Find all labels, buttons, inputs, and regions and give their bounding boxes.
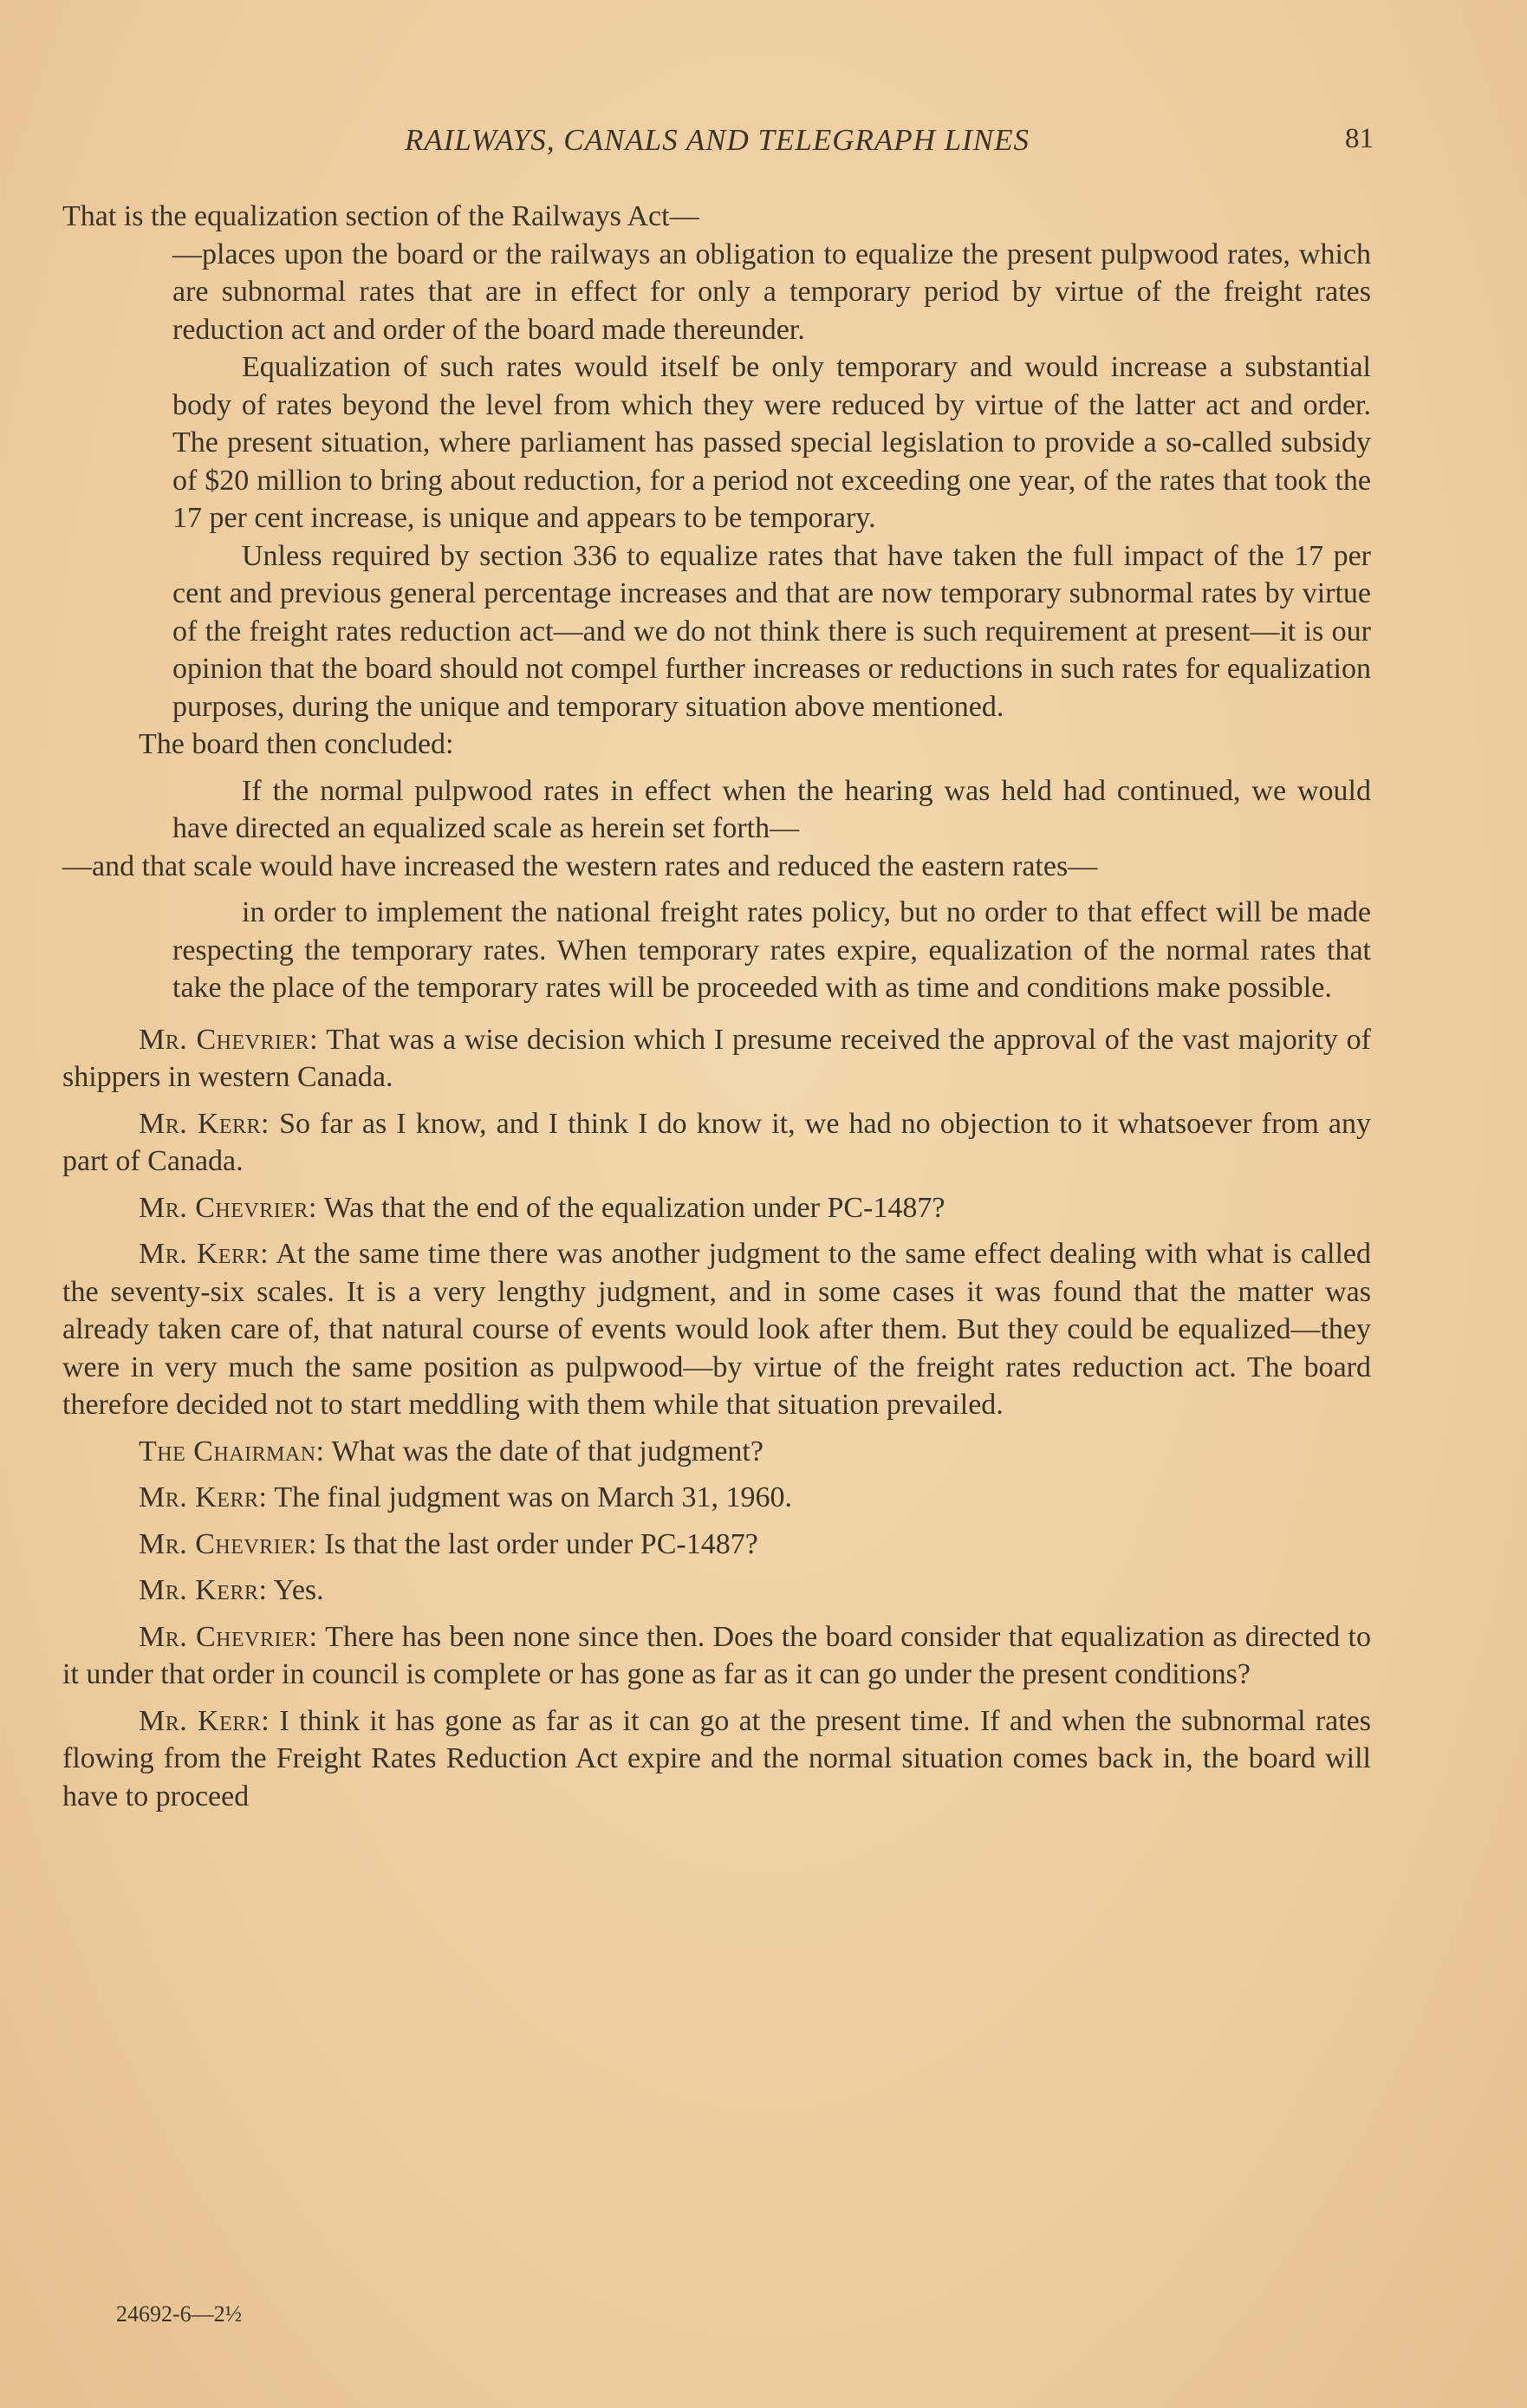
block-quote-3 [172,894,1371,1007]
dialogue-entry [62,1105,1371,1181]
block-quote-2 [172,772,1371,848]
dialogue-text: Is that the last order under PC-1487? [324,1527,758,1560]
speaker-name: The Chairman: [139,1435,325,1468]
dialogue-entry [62,1702,1371,1816]
footer-printing-code: 24692-6—2½ [116,2301,243,2327]
page-body [62,198,1371,1815]
dialogue-text: What was the date of that judgment? [331,1435,764,1468]
interjection-paragraph: —and that scale would have increased the western rates and reduced the eastern rates— [62,849,1098,882]
dialogue-text: I think it has gone as far as it can go at the present time. If and when the subnormal rates flowing from the Freight Rates Reduction Act expire and the normal situation comes back in, the board will have to proceed [62,1704,1372,1813]
dialogue-entry [62,1021,1371,1097]
speaker-name: Mr. Kerr: [139,1481,268,1513]
dialogue-text: There has been none since then. Does the board consider that equalization as directed to it under that order in council is complete or has gone as far as it can go under the present conditions? [62,1620,1371,1690]
quote-paragraph-3: Unless required by section 336 to equalize rates that have taken the full impact of the 17 per cent and previous general percentage increases and that are now temporary subnormal rates by virtue of the freight rates reduction act—and we do not think there is such requirement at present—it is our opinion that the board should not compel further increases or reductions in such rates for equalization purposes, during the unique and temporary situation above mentioned. [172,539,1371,723]
speaker-name: Mr. Chevrier: [139,1023,319,1056]
dialogue-entry [62,1189,1371,1227]
dialogue-entry [62,1479,1371,1517]
speaker-name: Mr. Chevrier: [139,1620,318,1653]
speaker-name: Mr. Kerr: [139,1704,270,1737]
intro-paragraph: That is the equalization section of the Railways Act— [62,200,699,232]
speaker-name: Mr. Kerr: [139,1574,268,1606]
board-concluded: The board then concluded: [139,728,454,760]
quote-paragraph-2: Equalization of such rates would itself be only temporary and would increase a substantial body of rates beyond the level from which they were reduced by virtue of the latter act and order. The present situation, where parliament has passed special legislation to provide a so-called subsidy of $20 million to bring about reduction, for a period not exceeding one year, of the rates that took the 17 per cent increase, is unique and appears to be temporary. [172,351,1371,534]
dialogue-section [62,1021,1371,1816]
quote-paragraph-4: If the normal pulpwood rates in effect when the hearing was held had continued, we would have directed an equalized scale as herein set forth— [172,774,1371,844]
dialogue-entry [62,1433,1371,1471]
page-header [61,123,1374,166]
dialogue-text: The final judgment was on March 31, 1960. [274,1481,793,1513]
dialogue-entry [62,1235,1371,1424]
page-number: 81 [1345,123,1374,154]
quote-paragraph-5: in order to implement the national freight rates policy, but no order to that effect will be made respecting the temporary rates. When temporary rates expire, equalization of the normal rates that take the place of the temporary rates will be proceeded with as time and conditions make possible. [172,896,1371,1004]
dialogue-entry [62,1526,1371,1564]
speaker-name: Mr. Chevrier: [139,1527,317,1560]
dialogue-text: Yes. [273,1574,324,1606]
quote-paragraph-1: —places upon the board or the railways an obligation to equalize the present pulpwood rates, which are subnormal rates that are in effect for only a temporary period by virtue of the freight rates reduction act and order of the board made thereunder. [172,238,1371,346]
dialogue-text: Was that the end of the equalization under PC-1487? [323,1191,945,1224]
dialogue-text: So far as I know, and I think I do know it, we had no objection to it whatsoever from any part of Canada. [62,1107,1372,1177]
dialogue-text: At the same time there was another judgment to the same effect dealing with what is called the seventy-six scales. It is a very lengthy judgment, and in some cases it was found that the matter was already taken care of, that natural course of events would look after them. But they could be equalized—they were in very much the same position as pulpwood—by virtue of the freight rates reduction act. The board therefore decided not to start meddling with them while that situation prevailed. [62,1238,1372,1421]
block-quote-1 [172,236,1371,726]
dialogue-entry [62,1618,1371,1694]
running-title: RAILWAYS, CANALS AND TELEGRAPH LINES [405,123,1030,157]
dialogue-entry [62,1572,1371,1610]
speaker-name: Mr. Kerr: [139,1107,270,1140]
speaker-name: Mr. Chevrier: [139,1191,317,1224]
dialogue-text: That was a wise decision which I presume received the approval of the vast majority of shippers in western Canada. [62,1023,1372,1093]
speaker-name: Mr. Kerr: [139,1238,270,1270]
